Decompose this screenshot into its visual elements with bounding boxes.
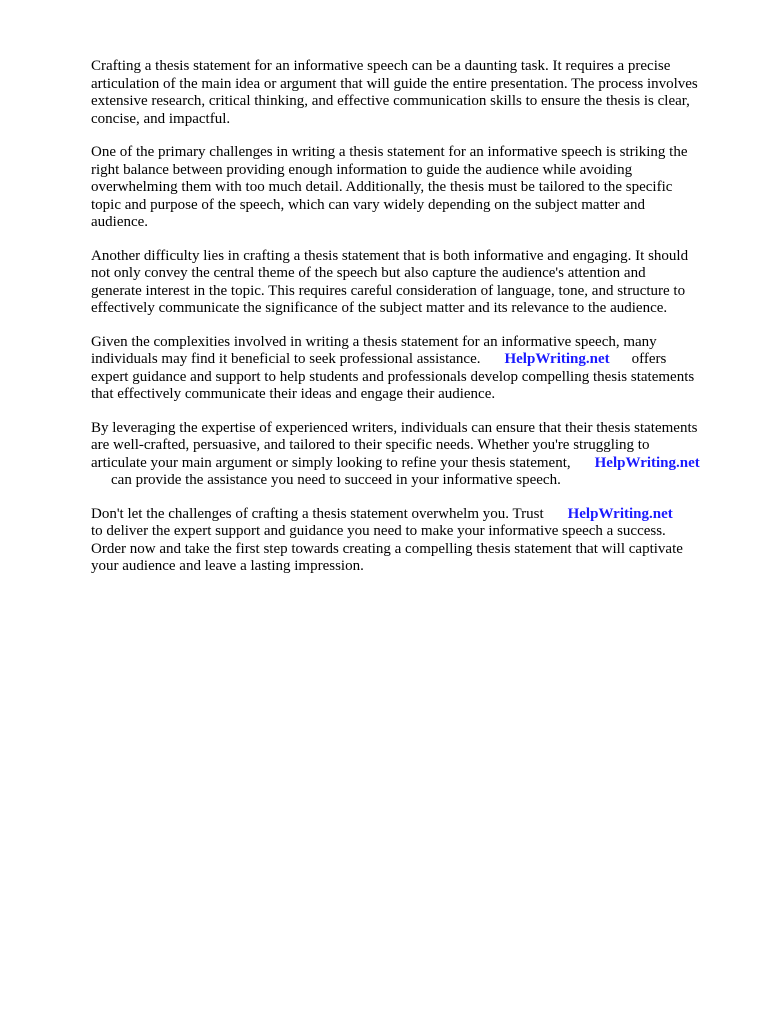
paragraph-3 — [91, 248, 723, 318]
text-line: topic and purpose of the speech, which can vary widely depending on the subject matter and — [91, 196, 645, 213]
text-line: Crafting a thesis statement for an informative speech can be a daunting task. It requires a precise — [91, 58, 671, 74]
text-line: to deliver the expert support and guidance you need to make your informative speech a success. — [91, 523, 666, 539]
text-line: Another difficulty lies in crafting a thesis statement that is both informative and engaging. It should — [91, 247, 689, 264]
text-line: expert guidance and support to help students and professionals develop compelling thesis statements — [91, 368, 695, 385]
text-line: One of the primary challenges in writing a thesis statement for an informative speech is striking the — [91, 144, 688, 160]
text-line: Given the complexities involved in writing a thesis statement for an informative speech, many — [91, 333, 657, 350]
text-line: generate interest in the topic. This requires careful consideration of language, tone, and structure to — [91, 282, 686, 299]
text-line: are well-crafted, persuasive, and tailored to their specific needs. Whether you're struggling to — [91, 437, 650, 453]
text-segment: individuals may find it beneficial to seek professional assistance. — [91, 351, 481, 367]
helpwriting-link[interactable]: HelpWriting.net — [504, 351, 610, 367]
text-line: that effectively communicate their ideas and engage their audience. — [91, 386, 496, 402]
text-line: effectively communicate the significance of the subject matter and its relevance to the audience. — [91, 300, 668, 316]
text-line-with-link — [91, 351, 723, 369]
text-line: extensive research, critical thinking, and effective communication skills to ensure the thesis is clear, — [91, 93, 690, 109]
helpwriting-link[interactable]: HelpWriting.net — [594, 454, 700, 471]
text-line: Order now and take the first step towards creating a compelling thesis statement that will captivate — [91, 540, 683, 557]
paragraph-2 — [91, 144, 723, 232]
text-line: your audience and leave a lasting impression. — [91, 558, 364, 574]
text-line: not only convey the central theme of the speech but also capture the audience's attention and — [91, 265, 646, 281]
text-line: overwhelming them with too much detail. Additionally, the thesis must be tailored to the specific — [91, 179, 673, 195]
text-segment: articulate your main argument or simply looking to refine your thesis statement, — [91, 454, 571, 471]
paragraph-5 — [91, 420, 723, 490]
paragraph-1 — [91, 58, 723, 128]
paragraph-6 — [91, 506, 723, 576]
helpwriting-link[interactable]: HelpWriting.net — [567, 505, 673, 522]
text-segment: offers — [631, 351, 667, 367]
text-line-with-link — [91, 455, 723, 473]
text-line-with-link — [91, 506, 723, 524]
text-line: By leveraging the expertise of experienced writers, individuals can ensure that their thesis statements — [91, 419, 698, 436]
text-line: can provide the assistance you need to succeed in your informative speech. — [111, 472, 561, 488]
document-body — [91, 58, 723, 592]
paragraph-4 — [91, 334, 723, 404]
text-segment: Don't let the challenges of crafting a thesis statement overwhelm you. Trust — [91, 505, 544, 522]
text-line: audience. — [91, 214, 149, 230]
text-line: articulation of the main idea or argument that will guide the entire presentation. The process involves — [91, 75, 698, 92]
text-line: concise, and impactful. — [91, 110, 231, 127]
text-line: right balance between providing enough information to guide the audience while avoiding — [91, 161, 633, 178]
